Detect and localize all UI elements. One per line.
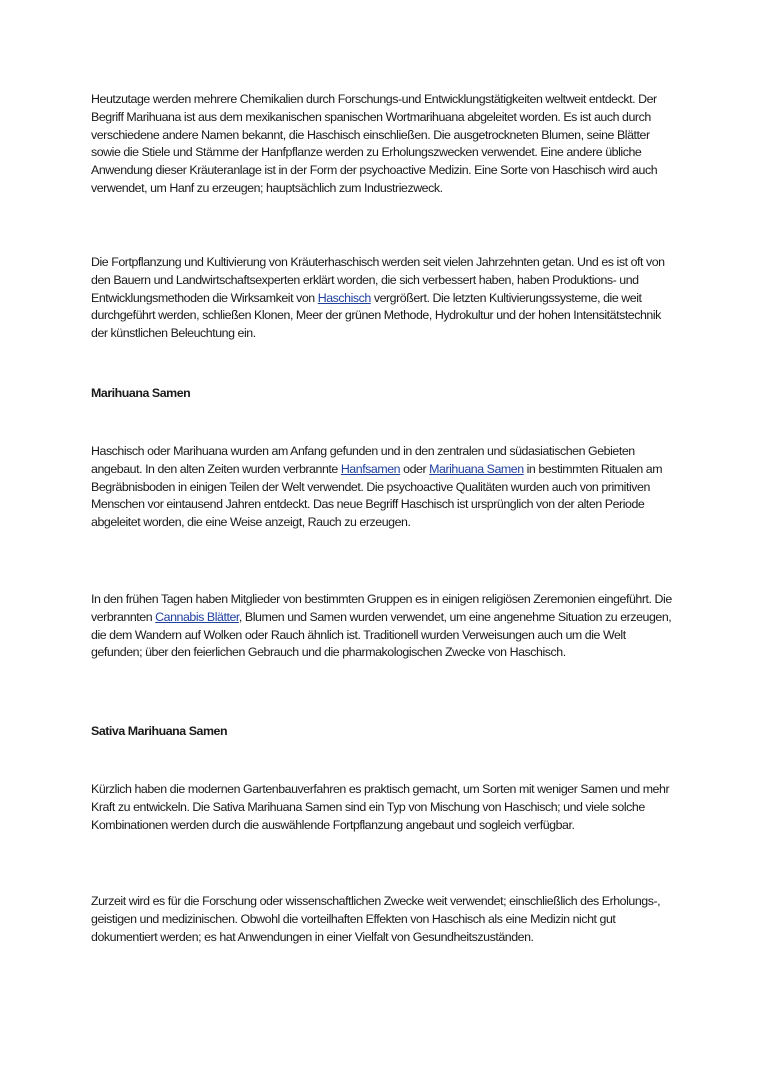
paragraph-ceremonies-text-before: In den frühen Tagen haben Mitglieder von bestimmten Gruppen es in einigen religiösen Zeremonien eingeführt. Die verbrannten (91, 592, 672, 624)
heading-sativa-marihuana-samen: Sativa Marihuana Samen (91, 724, 228, 738)
paragraph-cultivation-text-after: vergrößert. Die letzten Kultivierungssysteme, die weit durchgeführt werden, schließen Klonen, Meer der grünen Methode, Hydrokultur und der hohen Intensitätstechnik der künstlichen Beleuchtung ein. (91, 290, 661, 341)
paragraph-intro: Heutzutage werden mehrere Chemikalien durch Forschungs-und Entwicklungstätigkeiten weltweit entdeckt. Der Begriff Marihuana ist aus dem mexikanischen spanischen Wortmarihuana abgeleitet worden. Es ist auch durch verschiedene andere Namen bekannt, die Haschisch einschließen. Die ausgetrockneten Blumen, seine Blätter sowie die Stiele und Stämme der Hanfpflanze werden zu Erholungszwecken verwendet. Eine andere übliche Anwendung dieser Kräuteranlage ist in der Form der psychoactive Medizin. Eine Sorte von Haschisch wird auch verwendet, um Hanf zu erzeugen; hauptsächlich zum Industriezweck. (91, 92, 658, 195)
paragraph-cultivation-text-before: Die Fortpflanzung und Kultivierung von Kräuterhaschisch werden seit vielen Jahrzehnten getan. Und es ist oft von den Bauern und Landwirtschaftsexperten erklärt worden, die sich verbessert haben, haben Produktions- und Entwicklungsmethoden die Wirksamkeit von (91, 255, 665, 305)
marihuana-samen-link[interactable]: Marihuana Samen (429, 461, 524, 476)
paragraph-ceremonies-text-after: , Blumen und Samen wurden verwendet, um eine angenehme Situation zu erzeugen, die dem Wandern auf Wolken oder Rauch ähnlich ist. Traditionell wurden Verweisungen auch um die Welt gefunden; über den feierlichen Gebrauch und die pharmakologischen Zwecke von Haschisch. (91, 609, 672, 660)
paragraph-horticulture: Kürzlich haben die modernen Gartenbauverfahren es praktisch gemacht, um Sorten mit weniger Samen und mehr Kraft zu entwickeln. Die Sativa Marihuana Samen sind ein Typ von Mischung von Haschisch; und viele solche Kombinationen werden durch die auswählende Fortpflanzung angebaut und sogleich verfügbar. (91, 782, 670, 832)
paragraph-history-text-after: in bestimmten Ritualen am Begräbnisboden in einigen Teilen der Welt verwendet. Die psychoactive Qualitäten wurden auch von primitiven Menschen vor eintausend Jahren entdeckt. Das neue Begriff Haschisch ist ursprünglich von der alten Periode abgeleitet worden, die eine Weise anzeigt, Rauch zu erzeugen. (91, 461, 663, 530)
haschisch-link[interactable]: Haschisch (317, 290, 371, 305)
paragraph-history-text-before: Haschisch oder Marihuana wurden am Anfang gefunden und in den zentralen und südasiatischen Gebieten angebaut. In den alten Zeiten wurden verbrannte (91, 444, 635, 476)
paragraph-history-text-middle: oder (400, 461, 430, 476)
paragraph-history (91, 443, 679, 532)
paragraph-cultivation (91, 254, 679, 343)
paragraph-ceremonies (91, 591, 679, 662)
heading-marihuana-samen: Marihuana Samen (91, 386, 191, 400)
cannabis-blaetter-link[interactable]: Cannabis Blätter (155, 609, 239, 624)
paragraph-research: Zurzeit wird es für die Forschung oder wissenschaftlichen Zwecke weit verwendet; einschließlich des Erholungs-, geistigen und medizinischen. Obwohl die vorteilhaften Effekten von Haschisch als eine Medizin nicht gut dokumentiert werden; es hat Anwendungen in einer Vielfalt von Gesundheitszuständen. (91, 894, 661, 944)
hanfsamen-link[interactable]: Hanfsamen (340, 461, 401, 476)
